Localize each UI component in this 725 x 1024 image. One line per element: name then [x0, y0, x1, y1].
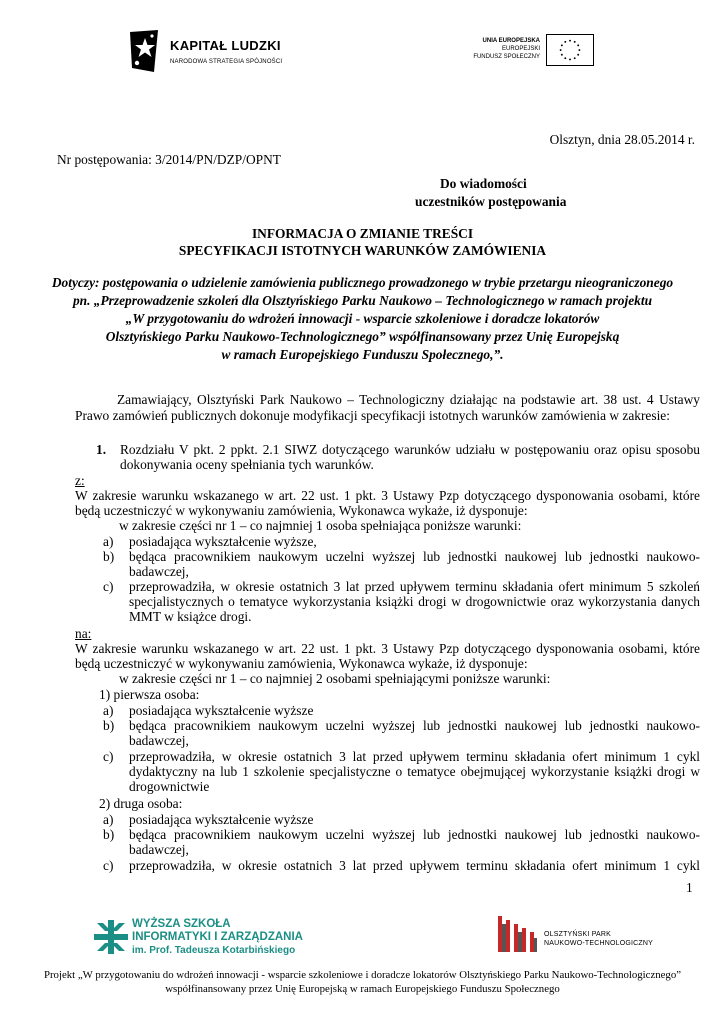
p1-item-a-text: posiadająca wykształcenie wyższe [129, 703, 314, 718]
recipient-line-1: Do wiadomości [440, 176, 527, 191]
person-2-heading: 2) druga osoba: [99, 796, 183, 811]
doc-title-line-1: INFORMACJA O ZMIANIE TREŚCI [251, 226, 474, 241]
from-item-c-text: przeprowadziła, w okresie ostatnich 3 lat przed upływem terminu składania ofert minimum 5 szkoleń specjalistycznych o tematyce wykorzystania książki drogi w drogownictwie oraz wykorzystania danych MMT w książce drogi. [129, 579, 700, 624]
item-1-text: Rozdziału V pkt. 2 ppkt. 2.1 SIWZ dotyczącego warunków udziału w postępowaniu oraz opisu sposobu dokonywania oceny spełniania tych warunków. [120, 442, 700, 472]
opnt-line-1: OLSZTYŃSKI PARK [544, 931, 612, 938]
p2-item-c-marker: c) [103, 858, 114, 873]
eu-logo-text [473, 37, 540, 61]
p2-item-b-text: będąca pracownikiem naukowym uczelni wyższej lub jednostki naukowej lub jednostki naukowo-badawczej, [129, 827, 700, 857]
intro-paragraph: Zamawiający, Olsztyński Park Naukowo – Technologiczny działając na podstawie art. 38 ust. 4 Ustawy Prawo zamówień publicznych dokonuje modyfikacji specyfikacji istotnych warunków zamówienia w zakresie: [75, 392, 700, 423]
kapital-ludzki-logo [128, 28, 288, 74]
p2-item-a-marker: a) [103, 812, 114, 827]
opnt-text [544, 930, 653, 948]
subject-line-4: Olsztyńskiego Parku Naukowo-Technologicznego” współfinansowany przez Unię Europejską [105, 329, 620, 344]
wsiz-line-3: im. Prof. Tadeusza Kotarbińskiego [132, 945, 296, 956]
subject-line-1: Dotyczy: postępowania o udzielenie zamówienia publicznego prowadzonego w trybie przetargu nieograniczonego [51, 275, 674, 290]
p1-item-a-marker: a) [103, 703, 114, 718]
opnt-logo [494, 910, 654, 958]
footer-line-2: współfinansowany przez Unię Europejską w ramach Europejskiego Funduszu Społecznego [165, 983, 560, 995]
page-number: 1 [686, 880, 693, 895]
kapital-ludzki-emblem-icon [128, 28, 162, 74]
p2-item-c-text: przeprowadziła, w okresie ostatnich 3 lat przed upływem terminu składania ofert minimum 1 cykl [129, 858, 700, 873]
wsiz-text [132, 918, 303, 957]
p1-item-b-text: będąca pracownikiem naukowym uczelni wyższej lub jednostki naukowej lub jednostki naukowo-badawczej, [129, 718, 700, 748]
from-item-a-marker: a) [103, 534, 114, 549]
footer-project-note [20, 968, 705, 996]
from-item-b-text: będąca pracownikiem naukowym uczelni wyższej lub jednostki naukowej lub jednostki naukowo-badawczej, [129, 549, 700, 579]
from-item-a-text: posiadająca wykształcenie wyższe, [129, 534, 317, 549]
from-item-b-marker: b) [103, 549, 115, 564]
p1-item-c-marker: c) [103, 749, 114, 764]
eu-efs-logo [462, 34, 594, 66]
from-item-c-marker: c) [103, 579, 114, 594]
recipient-line-2: uczestników postępowania [415, 194, 567, 209]
person-1-heading: 1) pierwsza osoba: [99, 687, 200, 702]
opnt-emblem-icon [494, 910, 540, 954]
subject-line-3: „W przygotowaniu do wdrożeń innowacji - wsparcie szkoleniowe i doradcze lokatorów [125, 311, 600, 326]
wsiz-line-2: INFORMATYKI I ZARZĄDZANIA [132, 931, 303, 943]
doc-title-line-2: SPECYFIKACJI ISTOTNYCH WARUNKÓW ZAMÓWIENIA [178, 243, 547, 258]
case-number: Nr postępowania: 3/2014/PN/DZP/OPNT [57, 152, 281, 167]
to-paragraph: W zakresie warunku wskazanego w art. 22 ust. 1 pkt. 3 Ustawy Pzp dotyczącego dysponowania osobami, które będą uczestniczyć w wykonywaniu zamówienia, Wykonawca wykaże, iż dysponuje: [75, 641, 700, 671]
p2-item-b-marker: b) [103, 827, 115, 842]
place-date: Olsztyn, dnia 28.05.2014 r. [549, 132, 695, 147]
opnt-line-2: NAUKOWO-TECHNOLOGICZNY [544, 940, 654, 947]
to-scope: w zakresie części nr 1 – co najmniej 2 osobami spełniającymi poniższe warunki: [119, 671, 551, 686]
eu-line-3: FUNDUSZ SPOŁECZNY [473, 54, 540, 60]
eu-line-1: UNIA EUROPEJSKA [482, 38, 540, 44]
eu-line-2: EUROPEJSKI [501, 46, 540, 52]
from-label: z: [75, 473, 85, 488]
from-scope: w zakresie części nr 1 – co najmniej 1 osoba spełniająca poniższe warunki: [119, 518, 522, 533]
wsiz-line-1: WYŻSZA SZKOŁA [132, 918, 231, 930]
p1-item-c-text: przeprowadziła, w okresie ostatnich 3 lat przed upływem terminu składania ofert minimum 1 cykl dydaktyczny na lub 1 szkolenie specjalistyczne o tematyce obejmującej wykorzystanie książki drogi w drogownictwie [129, 749, 700, 794]
footer-line-1: Projekt „W przygotowaniu do wdrożeń innowacji - wsparcie szkoleniowe i doradcze lokatorów Olsztyńskiego Parku Naukowo-Technologicznego” [43, 969, 682, 981]
eu-flag-icon [546, 34, 594, 66]
wsiz-logo [94, 916, 303, 958]
from-paragraph: W zakresie warunku wskazanego w art. 22 ust. 1 pkt. 3 Ustawy Pzp dotyczącego dysponowania osobami, które będą uczestniczyć w wykonywaniu zamówienia, Wykonawca wykaże, iż dysponuje: [75, 488, 700, 518]
kapital-ludzki-title: KAPITAŁ LUDZKI [170, 38, 281, 53]
subject-block [20, 274, 705, 364]
p2-item-a-text: posiadająca wykształcenie wyższe [129, 812, 314, 827]
subject-line-5: w ramach Europejskiego Funduszu Społecznego,”. [221, 347, 504, 362]
to-label: na: [75, 626, 92, 641]
item-1-number: 1. [96, 442, 107, 457]
wsiz-emblem-icon [94, 920, 128, 954]
kapital-ludzki-subtitle: NARODOWA STRATEGIA SPÓJNOŚCI [170, 59, 283, 65]
subject-line-2: pn. „Przeprowadzenie szkoleń dla Olsztyńskiego Parku Naukowo – Technologicznego w ramach projektu [72, 293, 653, 308]
p1-item-b-marker: b) [103, 718, 115, 733]
